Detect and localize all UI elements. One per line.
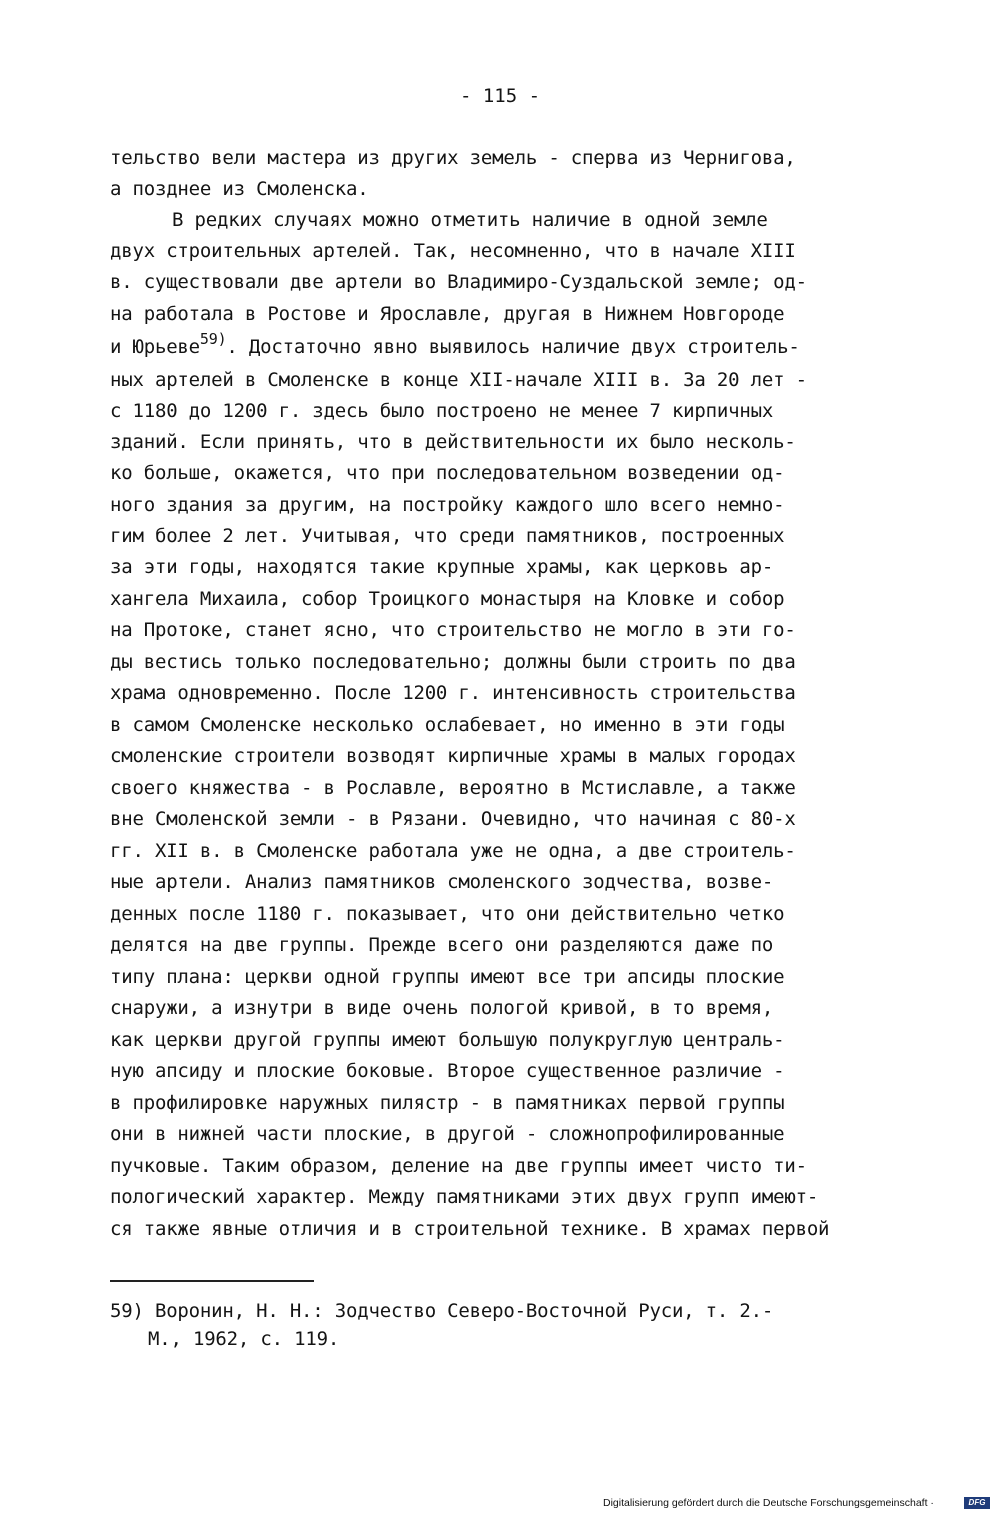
text-line: за эти годы, находятся такие крупные храмы, как церковь ар- [110, 556, 774, 578]
text-line: ную апсиду и плоские боковые. Второе существенное различие - [110, 1060, 785, 1082]
text-line: своего княжества - в Рославле, вероятно в Мстиславле, а также [110, 777, 796, 799]
text-line: в. существовали две артели во Владимиро-Суздальской земле; од- [110, 271, 807, 293]
text-line: В редких случаях можно отметить наличие в одной земле [172, 209, 768, 231]
text-line: гг. XII в. в Смоленске работала уже не одна, а две строитель- [110, 840, 796, 862]
footnote-text: 59) Воронин, Н. Н.: Зодчество Северо-Восточной Руси, т. 2.- [110, 1300, 774, 1322]
text-line: ные артели. Анализ памятников смоленского зодчества, возве- [110, 871, 774, 893]
text-line: а позднее из Смоленска. [110, 178, 369, 200]
digitization-credit: Digitalisierung gefördert durch die Deutsche Forschungsgemeinschaft · [603, 1497, 934, 1509]
text-line: зданий. Если принять, что в действительности их было несколь- [110, 431, 796, 453]
footnote-text-continued: М., 1962, с. 119. [148, 1328, 340, 1350]
page-number: - 115 - [459, 85, 541, 107]
text-line: типу плана: церкви одной группы имеют все три апсиды плоские [110, 966, 785, 988]
dfg-logo: DFG [964, 1497, 990, 1509]
text-line: гим более 2 лет. Учитывая, что среди памятников, построенных [110, 525, 785, 547]
text-fragment: и Юрьеве [110, 336, 200, 358]
text-line: делятся на две группы. Прежде всего они разделяются даже по [110, 934, 774, 956]
text-line: с 1180 до 1200 г. здесь было построено не менее 7 кирпичных [110, 400, 774, 422]
text-line: в профилировке наружных пилястр - в памятниках первой группы [110, 1092, 785, 1114]
footnote-marker: 59) [199, 330, 227, 348]
text-line: как церкви другой группы имеют большую полукруглую централь- [110, 1029, 785, 1051]
text-line: ды вестись только последовательно; должны были строить по два [110, 651, 796, 673]
text-line: двух строительных артелей. Так, несомненно, что в начале XIII [110, 240, 796, 262]
text-line: ных артелей в Смоленске в конце XII-начале XIII в. За 20 лет - [110, 369, 807, 391]
text-line: тельство вели мастера из других земель - сперва из Чернигова, [110, 147, 796, 169]
text-line: смоленские строители возводят кирпичные храмы в малых городах [110, 745, 796, 767]
text-line: ко больше, окажется, что при последовательном возведении од- [110, 462, 785, 484]
text-line: на Протоке, станет ясно, что строительство не могло в эти го- [110, 619, 796, 641]
text-line: в самом Смоленске несколько ослабевает, но именно в эти годы [110, 714, 785, 736]
text-line: вне Смоленской земли - в Рязани. Очевидно, что начиная с 80-х [110, 808, 796, 830]
text-line: храма одновременно. После 1200 г. интенсивность строительства [110, 682, 796, 704]
text-line: ся также явные отличия и в строительной технике. В храмах первой [110, 1218, 830, 1240]
text-line-with-footnote [110, 331, 800, 363]
text-line: пучковые. Таким образом, деление на две группы имеет чисто ти- [110, 1155, 807, 1177]
text-fragment: . Достаточно явно выявилось наличие двух строитель- [226, 336, 800, 358]
text-line: ного здания за другим, на постройку каждого шло всего немно- [110, 494, 785, 516]
text-line: снаружи, а изнутри в виде очень пологой кривой, в то время, [110, 997, 774, 1019]
text-line: денных после 1180 г. показывает, что они действительно четко [110, 903, 785, 925]
text-line: они в нижней части плоские, в другой - сложнопрофилированные [110, 1123, 785, 1145]
footnote-divider [110, 1280, 314, 1282]
text-line: хангела Михаила, собор Троицкого монастыря на Кловке и собор [110, 588, 785, 610]
text-line: на работала в Ростове и Ярославле, другая в Нижнем Новгороде [110, 303, 785, 325]
text-line: пологический характер. Между памятниками этих двух групп имеют- [110, 1186, 819, 1208]
